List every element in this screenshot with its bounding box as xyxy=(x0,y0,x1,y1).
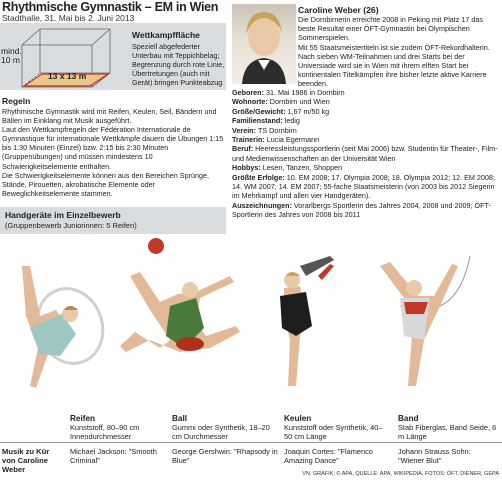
apparatus-ball xyxy=(172,414,272,441)
athlete-name: Caroline Weber (26) xyxy=(298,5,379,15)
fact-label: Beruf: xyxy=(232,144,256,154)
gymnast-figures xyxy=(0,236,502,412)
apparatus-ribbon xyxy=(398,414,498,441)
fact-label: Verein: xyxy=(232,125,258,135)
rules-p1: Rhythmische Gymnastik wird mit Reifen, Keulen, Seil, Bändern und Bällen im Einklang mit Musik ausgeführt. xyxy=(2,107,217,126)
rules-p2: Laut den Wettkampfregeln der Fédération Internationale de Gymnastique für internationale Wettkämpfe dauern die Übungen 1:15 bis 1:30 Minuten (Einzel) bzw. 2:15 bis 2:30 Minuten (Gruppenübungen) und müssen mindestens 10 Schwierigkeitselemente enthalten. xyxy=(2,125,224,171)
apparatus-name: Keulen xyxy=(284,414,312,423)
ribbon-gymnast-icon xyxy=(380,256,470,386)
floor-text xyxy=(132,42,226,87)
page-subtitle: Stadthalle, 31. Mai bis 2. Juni 2013 xyxy=(2,13,135,23)
floor-text-1: Speziell abgefederter Unterbau mit Teppichbelag; xyxy=(132,42,220,60)
rules-title: Regeln xyxy=(2,96,31,106)
height-label: mind. 10 m xyxy=(1,46,22,65)
fact-row xyxy=(232,107,500,116)
athlete-portrait-icon xyxy=(232,4,296,84)
music-label: Musik zu Kür von Caroline Weber xyxy=(2,447,50,474)
apparatus-clubs xyxy=(284,414,384,441)
floor-title: Wettkampffläche xyxy=(132,30,200,40)
apparatus-name: Band xyxy=(398,414,419,423)
fact-label: Größte Erfolge: xyxy=(232,172,287,182)
fact-value: 1,67 m/50 kg xyxy=(287,106,330,116)
fact-label: Wohnorte: xyxy=(232,97,270,107)
fact-label: Familienstand: xyxy=(232,116,285,126)
fact-row xyxy=(232,173,500,201)
fact-value: 10. EM 2008; 17. Olympia 2008; 18. Olympia 2012; 12. EM 2008; 14. WM 2007; 14. EM 2007; 55-fache Staatsmeisterin (von 2003 bis 2012 Siegerin im Mehrkampf und allen vier Handgeräten). xyxy=(232,172,495,201)
fact-row xyxy=(232,135,500,144)
fact-row xyxy=(232,163,500,172)
fact-row xyxy=(232,116,500,125)
rules-text xyxy=(2,107,226,198)
fact-row xyxy=(232,126,500,135)
divider xyxy=(0,442,502,443)
apparatus-desc: Kunststoff, 80–90 cm Innendurchmesser xyxy=(70,423,140,441)
fact-value: ledig xyxy=(284,116,300,126)
rules-p3: Die Schwierigkeitselemente können aus den Bereichen Sprünge, Stände, Pirouetten, akrobatische Elemente oder Beweglichkeitselemente stammen. xyxy=(2,170,209,198)
fact-value: TS Dornbirn xyxy=(257,125,297,135)
fact-row xyxy=(232,97,500,106)
page-title: Rhythmische Gymnastik – EM in Wien xyxy=(2,0,219,14)
fact-value: Lesen, Tanzen, Shoppen xyxy=(262,163,343,173)
fact-row xyxy=(232,144,500,163)
fact-row xyxy=(232,201,500,220)
fact-label: Auszeichnungen: xyxy=(232,200,294,210)
music-ball: George Gershwin: "Rhapsody in Blue" xyxy=(172,447,278,465)
fact-value: Dornbirn und Wien xyxy=(269,97,330,107)
music-ribbon: Johann Strauss Sohn: "Wiener Blut" xyxy=(398,447,471,465)
music-clubs: Joaquin Cortes: "Flamenco Amazing Dance" xyxy=(284,447,373,465)
fact-label: Geboren: xyxy=(232,88,266,97)
music-hoop: Michael Jackson: "Smooth Criminal" xyxy=(70,447,157,465)
apparatus-desc: Kunststoff oder Synthetik, 40–50 cm Länge xyxy=(284,423,383,441)
athlete-bio-2: Mit 55 Staatsmeistertiteln ist sie zudem ÖFT-Rekordhalterin. Nach sieben WM-Teilnahmen und drei Starts bei der Universiade wird sie in Wien mit ihrem elften Start bei kontinentalen Titelkämpfen ihre bisher letzte aktive Karriere beenden. xyxy=(298,42,490,89)
fact-value: Heeressleistungssportlerin (seit Mai 2006) bzw. Studentin für Theater-, Film- und Medienwissenschaften an der Universität Wien xyxy=(232,144,498,163)
fact-value: Vorarlbergs Sportlerin des Jahres 2004, 2008 und 2009; ÖFT-Sportlerin des Jahres von 2008 bis 2011 xyxy=(232,200,491,220)
size-label: 13 x 13 m xyxy=(48,71,87,81)
hoop-gymnast-icon xyxy=(22,266,113,388)
athlete-photo xyxy=(232,4,296,84)
apparatus-hoop xyxy=(70,414,162,441)
fact-value: 31. Mai 1986 in Dornbirn xyxy=(265,88,345,97)
fact-label: Trainerin: xyxy=(232,135,267,145)
credit-line: VN, GRAFIK; © APA, QUELLE: APA, WIKIPEDIA, FOTOS: ÖFT, DIENER, GEPA xyxy=(302,471,499,477)
apparatus-subtitle: (Gruppenbewerb Juniorinnen: 5 Reifen) xyxy=(5,221,137,230)
ball-gymnast-icon xyxy=(120,272,240,352)
apparatus-name: Reifen xyxy=(70,414,96,423)
floor-text-2: Begrenzung durch rote Linie, Übertretungen (auch mit Gerät) bringen Punkteabzug xyxy=(132,60,225,87)
apparatus-title: Handgeräte im Einzelbewerb xyxy=(5,210,121,220)
athlete-facts xyxy=(232,88,500,220)
clubs-gymnast-icon xyxy=(280,256,334,386)
fact-label: Größe/Gewicht: xyxy=(232,106,288,116)
fact-label: Hobbys: xyxy=(232,163,263,173)
ball-icon xyxy=(148,238,164,254)
apparatus-desc: Stab Fiberglas, Band Seide, 6 m Länge xyxy=(398,423,497,441)
athlete-bio-1: Die Dornbirnerin erreichte 2008 in Peking mit Platz 17 das beste Resultat einer ÖFT-Gymnastin bei Olympischen Sommerspielen. xyxy=(298,15,483,43)
fact-row xyxy=(232,88,500,97)
apparatus-name: Ball xyxy=(172,414,188,423)
athlete-bio xyxy=(298,15,500,89)
fact-value: Lucia Egermann xyxy=(266,135,320,145)
apparatus-desc: Gummi oder Synthetik, 18–20 cm Durchmesser xyxy=(172,423,270,441)
